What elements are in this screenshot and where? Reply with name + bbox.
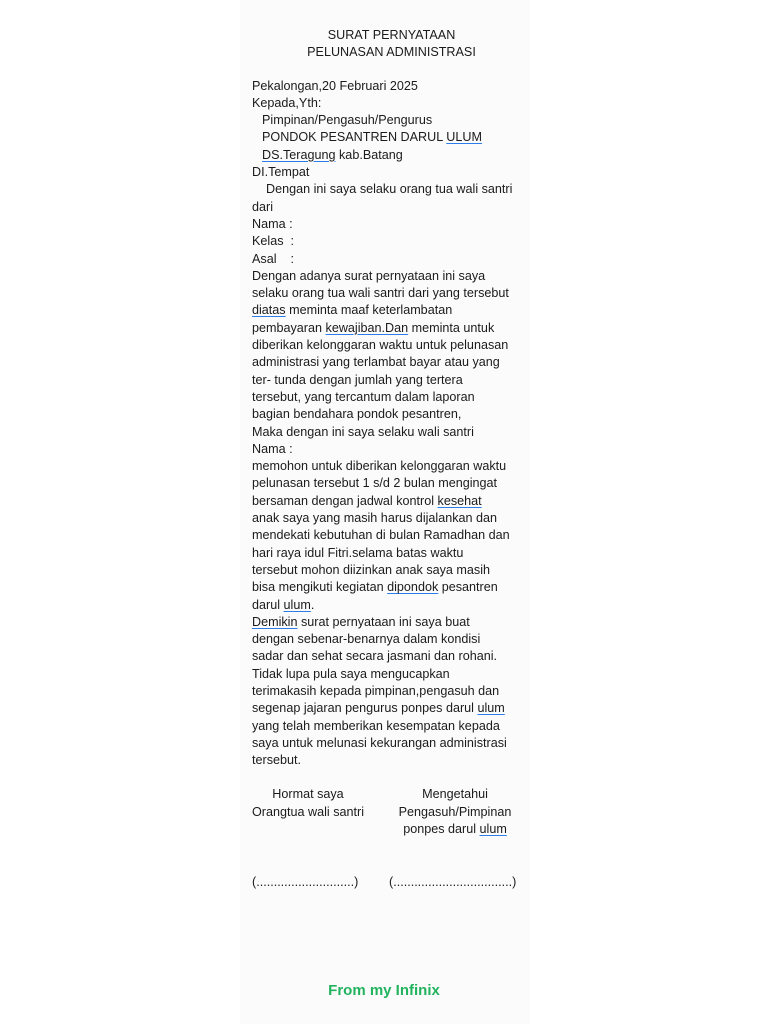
text-line [252,302,527,319]
text-line: terimakasih kepada pimpinan,pengasuh dan [252,683,500,698]
spellcheck-word: kesehat [437,493,482,508]
intro-line-1: Dengan ini saya selaku orang tua wali santri [266,182,513,197]
addressee-label: Kepada,Yth: [252,95,322,110]
paragraph-2 [252,458,527,614]
text-line: Dengan adanya surat pernyataan ini saya [252,268,486,283]
text-span: surat pernyataan ini saya buat [297,614,470,629]
text-line: Maka dengan ini saya selaku wali santri [252,424,474,439]
text-line: tersebut. [252,753,302,768]
signature-left [252,786,364,838]
recipient-text: kab.Batang [335,147,403,162]
text-span: pembayaran [252,320,326,335]
signature-left-line-1: Hormat saya [272,787,344,802]
field-nama: Nama : [252,216,293,231]
signature-right-line-3 [389,821,521,838]
spellcheck-word: dipondok [387,580,439,595]
text-span: bersaman dengan jadwal kontrol [252,493,438,508]
field-asal: Asal : [252,251,294,266]
text-span: ponpes darul [403,822,480,837]
text-line: tersebut mohon diizinkan anak saya masih [252,562,491,577]
text-line: saya untuk melunasi kekurangan administrasi [252,735,507,750]
letter-title [252,27,527,62]
place-line: DI.Tempat [252,165,310,180]
text-line: selaku orang tua wali santri dari yang tersebut [252,286,509,301]
spellcheck-word: ULUM [446,130,482,145]
signature-block [252,786,527,838]
text-line: ter- tunda dengan jumlah yang tertera [252,372,463,387]
spellcheck-word: Demikin [252,614,298,629]
device-watermark: From my Infinix [328,982,440,999]
text-span: meminta untuk [408,320,495,335]
text-line: pelunasan tersebut 1 s/d 2 bulan mengingat [252,476,498,491]
text-line [252,320,527,337]
place-date: Pekalongan,20 Februari 2025 [252,78,418,93]
spellcheck-word: ulum [479,822,507,837]
paragraph-1 [252,268,527,458]
text-span: darul [252,597,284,612]
recipient-text: PONDOK PESANTREN DARUL [262,130,447,145]
text-line [252,493,527,510]
text-line: anak saya yang masih harus dijalankan dan [252,511,498,526]
title-line-1: SURAT PERNYATAAN [327,28,456,42]
text-span: bisa mengikuti kegiatan [252,580,388,595]
text-line: sadar dan sehat secara jasmani dan rohani. [252,649,498,664]
text-span: segenap jajaran pengurus ponpes darul [252,701,478,716]
spellcheck-word: ulum [283,597,311,612]
recipient-line-1: Pimpinan/Pengasuh/Pengurus [262,113,433,128]
signature-right-dots: (..................................) [389,875,517,890]
letter-body [252,27,527,892]
paragraph-3 [252,614,527,770]
signature-right-line-1: Mengetahui [422,787,488,802]
text-line: administrasi yang terlambat bayar atau yang [252,355,500,370]
text-line: tersebut, yang tercantum dalam laporan [252,389,475,404]
intro-line-2: dari [252,199,273,214]
text-line: yang telah memberikan kesempatan kepada [252,718,500,733]
text-line [252,579,527,596]
spellcheck-word: DS.Teragung [262,147,336,162]
signature-left-line-2: Orangtua wali santri [252,804,364,819]
signature-lines [252,874,527,891]
signature-right [389,786,521,838]
recipient-line-2 [252,129,527,146]
text-line: Nama : [252,441,293,456]
text-line: memohon untuk diberikan kelonggaran waktu [252,459,507,474]
text-line: mendekati kebutuhan di bulan Ramadhan dan [252,528,510,543]
text-span: . [310,597,315,612]
field-kelas: Kelas : [252,234,294,249]
text-line: diberikan kelonggaran waktu untuk pelunasan [252,338,509,353]
signature-left-dots: (............................) [252,875,359,890]
spellcheck-word: ulum [477,701,505,716]
title-line-2: PELUNASAN ADMINISTRASI [307,45,476,60]
text-span: pesantren [438,580,498,595]
text-line: bagian bendahara pondok pesantren, [252,407,462,422]
signature-right-line-2: Pengasuh/Pimpinan [398,804,512,819]
text-line: dengan sebenar-benarnya dalam kondisi [252,632,481,647]
text-line [252,700,527,717]
text-span: meminta maaf keterlambatan [285,303,453,318]
text-line [252,614,527,631]
spellcheck-word: kewajiban.Dan [325,320,409,335]
text-line: hari raya idul Fitri.selama batas waktu [252,545,464,560]
recipient-line-3 [252,147,527,164]
text-line: Tidak lupa pula saya mengucapkan [252,666,450,681]
text-line [252,597,527,614]
spellcheck-word: diatas [252,303,286,318]
